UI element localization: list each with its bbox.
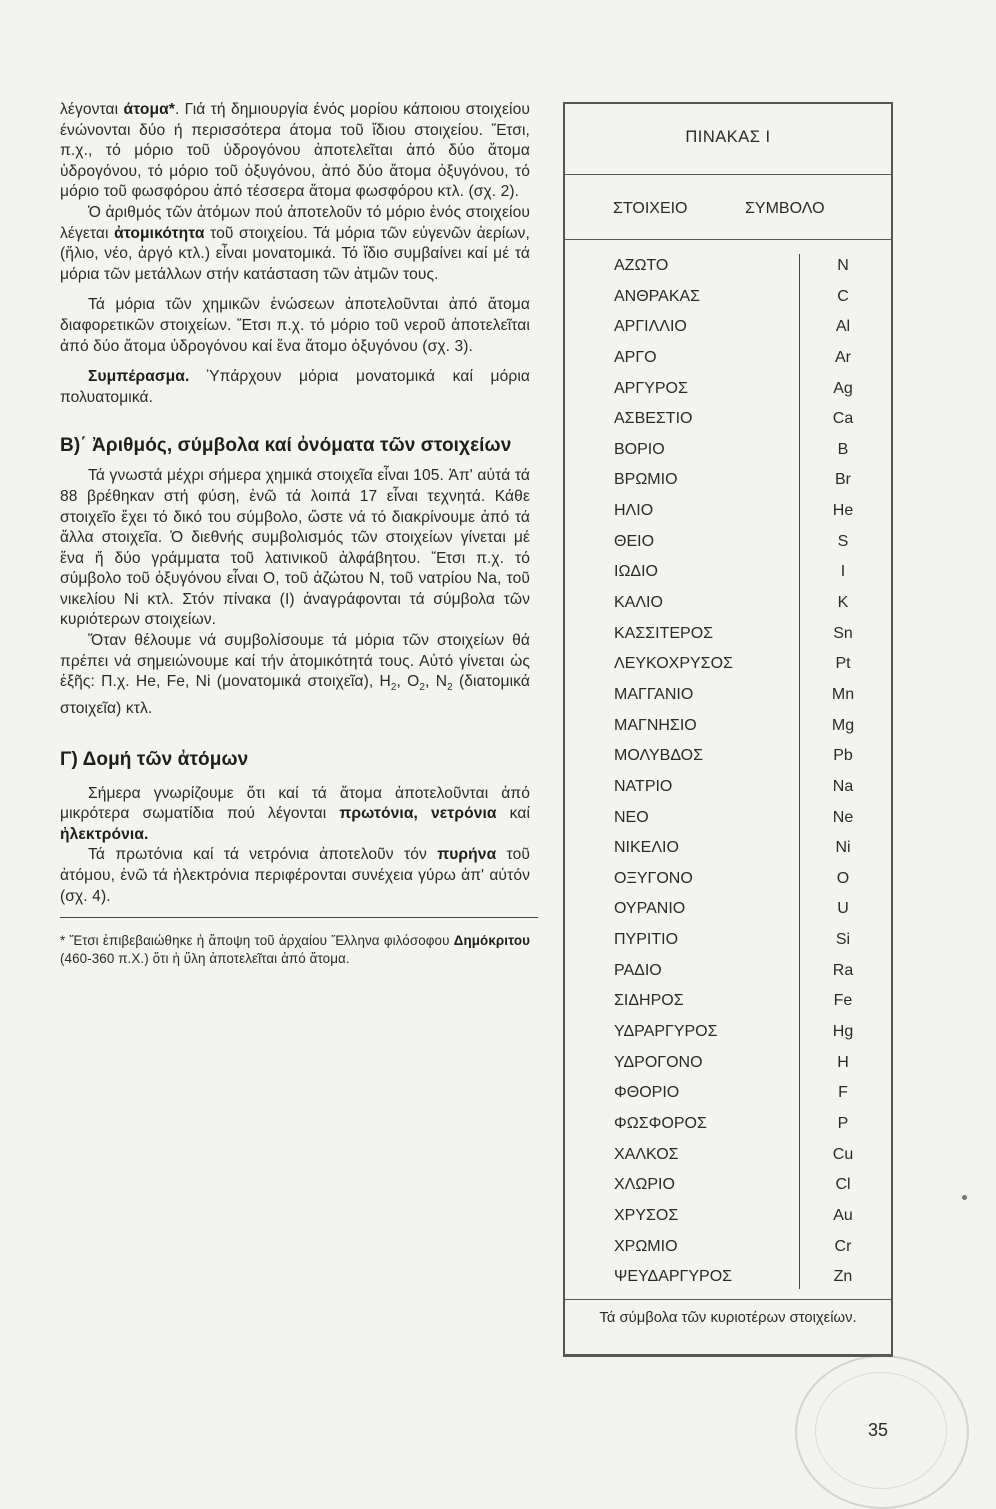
text: Ὁ ἀριθμός τῶν ἀτόμων πού ἀποτελοῦν τό μόριο ἑνός στοιχείου λέγεται <box>60 203 530 242</box>
table-row <box>565 686 891 717</box>
table-row <box>565 594 891 625</box>
element-name: ΒΡΩΜΙΟ <box>614 471 678 489</box>
element-name: ΚΑΛΙΟ <box>614 594 663 612</box>
table-row <box>565 870 891 901</box>
table-row <box>565 471 891 502</box>
term-conclusion: Συμπέρασμα. <box>88 368 190 386</box>
element-name: ΑΡΓΙΛΛΙΟ <box>614 318 687 336</box>
element-symbol: C <box>837 287 849 305</box>
element-name: ΟΞΥΓΟΝΟ <box>614 869 693 887</box>
table-row <box>565 839 891 870</box>
element-symbol: K <box>837 594 849 612</box>
text: , O <box>396 673 420 691</box>
table-row <box>565 1054 891 1085</box>
element-symbol: Cr <box>834 1237 852 1255</box>
element-symbol: F <box>838 1084 848 1102</box>
element-symbol: Cl <box>835 1176 851 1194</box>
table-caption: Τά σύμβολα τῶν κυριοτέρων στοιχείων. <box>599 1310 857 1326</box>
element-symbol: Si <box>835 931 851 949</box>
text: Ὑπάρχουν μόρια μονατομικά καί μόρια πολυατομικά. <box>60 368 530 406</box>
table-row <box>565 349 891 380</box>
table-row <box>565 502 891 533</box>
element-name: ΧΛΩΡΙΟ <box>614 1176 675 1194</box>
element-symbol: He <box>832 502 854 520</box>
section-heading-b: Β)΄ Ἀριθμός, σύμβολα καί ὀνόματα τῶν στοιχείων <box>60 435 512 457</box>
term-nucleus: πυρήνα <box>437 846 497 864</box>
term-protons-neutrons: πρωτόνια, νετρόνια <box>339 805 497 823</box>
element-symbol: Ar <box>835 348 851 366</box>
element-symbol: U <box>837 900 849 918</box>
element-symbol: O <box>836 869 850 887</box>
element-symbol: Ca <box>832 410 854 428</box>
element-name: ΛΕΥΚΟΧΡΥΣΟΣ <box>614 655 733 673</box>
element-name: ΦΘΟΡΙΟ <box>614 1084 680 1102</box>
paragraph-particles <box>60 784 530 846</box>
text: * Ἔτσι ἐπιβεβαιώθηκε ἡ ἄποψη τοῦ ἀρχαίου Ἕλληνα φιλόσοφου <box>60 933 454 949</box>
paragraph-notation <box>60 631 530 719</box>
table-row <box>565 962 891 993</box>
element-symbol: S <box>837 532 849 550</box>
element-name: ΠΥΡΙΤΙΟ <box>614 931 679 949</box>
element-name: ΦΩΣΦΟΡΟΣ <box>614 1114 707 1132</box>
table-row <box>565 655 891 686</box>
table-row <box>565 747 891 778</box>
element-name: ΡΑΔΙΟ <box>614 961 662 979</box>
element-symbol: N <box>837 257 849 274</box>
table-row <box>565 288 891 319</box>
element-name: ΝΑΤΡΙΟ <box>614 777 673 795</box>
table-body <box>565 257 891 1299</box>
table-divider <box>565 239 891 240</box>
table-divider <box>565 1299 891 1300</box>
element-name: ΘΕΙΟ <box>614 532 655 550</box>
table-row <box>565 1023 891 1054</box>
table-row <box>565 380 891 411</box>
element-name: ΑΖΩΤΟ <box>614 257 669 274</box>
section-heading-c: Γ) Δομή τῶν ἀτόμων <box>60 748 249 770</box>
element-symbol: Pt <box>835 655 851 673</box>
element-name: ΗΛΙΟ <box>614 502 654 520</box>
element-name: ΝΕΟ <box>614 808 649 826</box>
table-row <box>565 1176 891 1207</box>
table-row <box>565 1115 891 1146</box>
text: (διατομικά στοιχεῖα) κτλ. <box>60 673 530 717</box>
text: καί <box>496 805 531 823</box>
element-name: ΜΑΓΝΗΣΙΟ <box>614 716 697 734</box>
element-symbol: Ra <box>832 961 854 979</box>
table-row <box>565 410 891 441</box>
table-row <box>565 1146 891 1177</box>
table-row <box>565 778 891 809</box>
element-name: ΑΝΘΡΑΚΑΣ <box>614 287 701 305</box>
table-row <box>565 717 891 748</box>
text: Ὅταν θέλουμε νά συμβολίσουμε τά μόρια τῶν στοιχείων θά πρέπει νά σημειώνουμε καί τήν ἀτομικότητά τους. Αὐτό γίνεται ὡς ἑξῆς: Π.χ. He, Fe, Ni (μονατομικά στοιχεῖα), H <box>60 632 530 691</box>
text: . Γιά τή δημιουργία ένός μορίου κάποιου στοιχείου ένώνονται δύο ή περισσότερα άτομα τοῦ ἴδιου στοιχείου. Ἔτσι, π.χ., τό μόριο τοῦ ὑδρογόνου ἀποτελεῖται ἀπό δύο ἄτομα ὑδρογόνου, τό μόριο τοῦ ὀξυγόνου, ἀπό δύο ἄτομα ὀξυγόνου, τό μόριο τοῦ φωσφόρου ἀπό τέσσερα ἄτομα φωσφόρου κτλ. (σχ. 2). <box>60 101 530 201</box>
element-name: ΚΑΣΣΙΤΕΡΟΣ <box>614 624 714 642</box>
left-text-column <box>60 100 530 968</box>
element-symbol: Ag <box>833 379 853 397</box>
text: Τά πρωτόνια καί τά νετρόνια ἀποτελοῦν τόν <box>88 846 438 864</box>
element-symbol: Mg <box>831 716 855 734</box>
element-name: ΟΥΡΑΝΙΟ <box>614 900 686 918</box>
term-electrons: ἠλεκτρόνια. <box>60 825 149 843</box>
table-row <box>565 625 891 656</box>
element-symbol: Al <box>835 318 851 336</box>
element-symbol: H <box>837 1053 849 1071</box>
table-title: ΠΙΝΑΚΑΣ Ι <box>685 128 771 146</box>
table-row <box>565 1238 891 1269</box>
element-name: ΜΟΛΥΒΔΟΣ <box>614 747 704 765</box>
element-name: ΥΔΡΑΡΓΥΡΟΣ <box>614 1023 718 1041</box>
footnote-divider <box>60 917 538 918</box>
table-row <box>565 563 891 594</box>
table-row <box>565 441 891 472</box>
element-name: ΙΩΔΙΟ <box>614 563 658 581</box>
element-symbol: Ni <box>835 839 851 857</box>
table-row <box>565 257 891 288</box>
text: (460-360 π.Χ.) ὅτι ἡ ὕλη ἀποτελεῖται ἀπό ἄτομα. <box>60 951 350 967</box>
text: , N <box>425 673 448 691</box>
table-row <box>565 931 891 962</box>
table-divider <box>565 174 891 175</box>
paragraph-atoms <box>60 100 530 203</box>
element-name: ΧΑΛΚΟΣ <box>614 1145 679 1163</box>
footnote <box>60 932 530 968</box>
element-name: ΧΡΩΜΙΟ <box>614 1237 678 1255</box>
paragraph-symbols: Τά γνωστά μέχρι σήμερα χημικά στοιχεῖα εἶναι 105. Ἀπ' αὐτά τά 88 βρέθηκαν στή φύση, ἐνῶ τά λοιπά 17 εἶναι τεχνητά. Κάθε στοιχεῖο ἔχει τό δικό του σύμβολο, ὥστε νά τό διακρίνουμε ἀπό τά ἄλλα στοιχεῖα. Ὁ διεθνής συμβολισμός τῶν στοιχείων γίνεται μέ ἕνα ἤ δύο γράμματα τοῦ λατινικοῦ ἀλφάβητου. Ἔτσι π.χ. τό σύμβολο τοῦ ὀξυγόνου εἶναι Ο, τοῦ ἀζώτου Ν, τοῦ νατρίου Na, τοῦ νικελίου Ni κτλ. Στόν πίνακα (Ι) ἀναγράφονται τά σύμβολα τῶν κυριότερων στοιχείων. <box>60 467 530 629</box>
paragraph-conclusion <box>60 367 530 408</box>
element-name: ΒΟΡΙΟ <box>614 440 665 458</box>
column-header-symbol: ΣΥΜΒΟΛΟ <box>745 200 825 217</box>
element-symbol: B <box>837 440 849 458</box>
term-atomicity: ἀτομικότητα <box>114 224 205 242</box>
element-name: ΑΡΓΟ <box>614 348 657 366</box>
element-symbol: Pb <box>833 747 853 765</box>
table-row <box>565 318 891 349</box>
page-number: 35 <box>868 1420 889 1440</box>
text: λέγονται <box>60 101 124 118</box>
table-row <box>565 1268 891 1299</box>
table-row <box>565 533 891 564</box>
text: τοῦ ἀτόμου, ἐνῶ τά ἠλεκτρόνια περιφέρονται συνέχεια γύρω ἀπ' αὐτόν (σχ. 4). <box>60 846 530 905</box>
element-name: ΑΣΒΕΣΤΙΟ <box>614 410 693 428</box>
element-name: ΨΕΥΔΑΡΓΥΡΟΣ <box>614 1268 733 1286</box>
element-symbol: Zn <box>833 1268 853 1286</box>
table-row <box>565 1084 891 1115</box>
element-symbol: Sn <box>833 624 853 642</box>
element-symbol: Ne <box>832 808 854 826</box>
paragraph-compounds: Τά μόρια τῶν χημικῶν ἑνώσεων ἀποτελοῦνται ἀπό ἄτομα διαφορετικῶν στοιχείων. Ἔτσι π.χ. τό μόριο τοῦ νεροῦ ἀποτελεῖται ἀπό δύο ἄτομα ὑδρογόνου καί ἕνα ἄτομο ὀξυγόνου (σχ. 3). <box>60 296 530 355</box>
term-democritus: Δημόκριτου <box>453 933 530 949</box>
subscript: 2 <box>447 682 453 694</box>
element-symbol: Fe <box>833 992 853 1010</box>
element-symbol: Cu <box>832 1145 854 1163</box>
table-row <box>565 809 891 840</box>
text: τοῦ στοιχείου. Τά μόρια τῶν εὐγενῶν ἀερίων, (ἥλιο, νέο, ἀργό κτλ.) εἶναι μονατομικά. Τό ἴδιο συμβαίνει καί μέ τά μόρια τῶν μετάλλων στήν κατάσταση τῶν ἀτμῶν τους. <box>60 224 530 283</box>
element-symbol: Na <box>832 777 854 795</box>
elements-table <box>563 102 893 1357</box>
term-atoma: άτομα* <box>123 101 175 118</box>
paragraph-atomicity <box>60 203 530 285</box>
subscript: 2 <box>390 682 397 694</box>
element-name: ΑΡΓΥΡΟΣ <box>614 379 688 397</box>
table-row <box>565 1207 891 1238</box>
element-name: ΧΡΥΣΟΣ <box>614 1206 679 1224</box>
text: Σήμερα γνωρίζουμε ὅτι καί τά ἄτομα ἀποτελοῦνται ἀπό μικρότερα σωματίδια πού λέγονται <box>60 784 530 823</box>
table-row <box>565 992 891 1023</box>
element-symbol: P <box>837 1114 849 1132</box>
column-header-element: ΣΤΟΙΧΕΙΟ <box>613 200 688 217</box>
paragraph-nucleus <box>60 845 530 907</box>
element-symbol: Au <box>833 1206 853 1224</box>
element-symbol: Mn <box>831 685 855 703</box>
element-name: ΝΙΚΕΛΙΟ <box>614 839 679 857</box>
print-speck <box>962 1195 967 1200</box>
element-name: ΣΙΔΗΡΟΣ <box>614 992 684 1010</box>
element-name: ΥΔΡΟΓΟΝΟ <box>614 1053 703 1071</box>
subscript: 2 <box>419 682 426 694</box>
table-row <box>565 900 891 931</box>
element-symbol: Hg <box>832 1023 854 1041</box>
element-symbol: Br <box>835 471 851 489</box>
element-symbol: I <box>840 563 846 581</box>
element-name: ΜΑΓΓΑΝΙΟ <box>614 685 694 703</box>
